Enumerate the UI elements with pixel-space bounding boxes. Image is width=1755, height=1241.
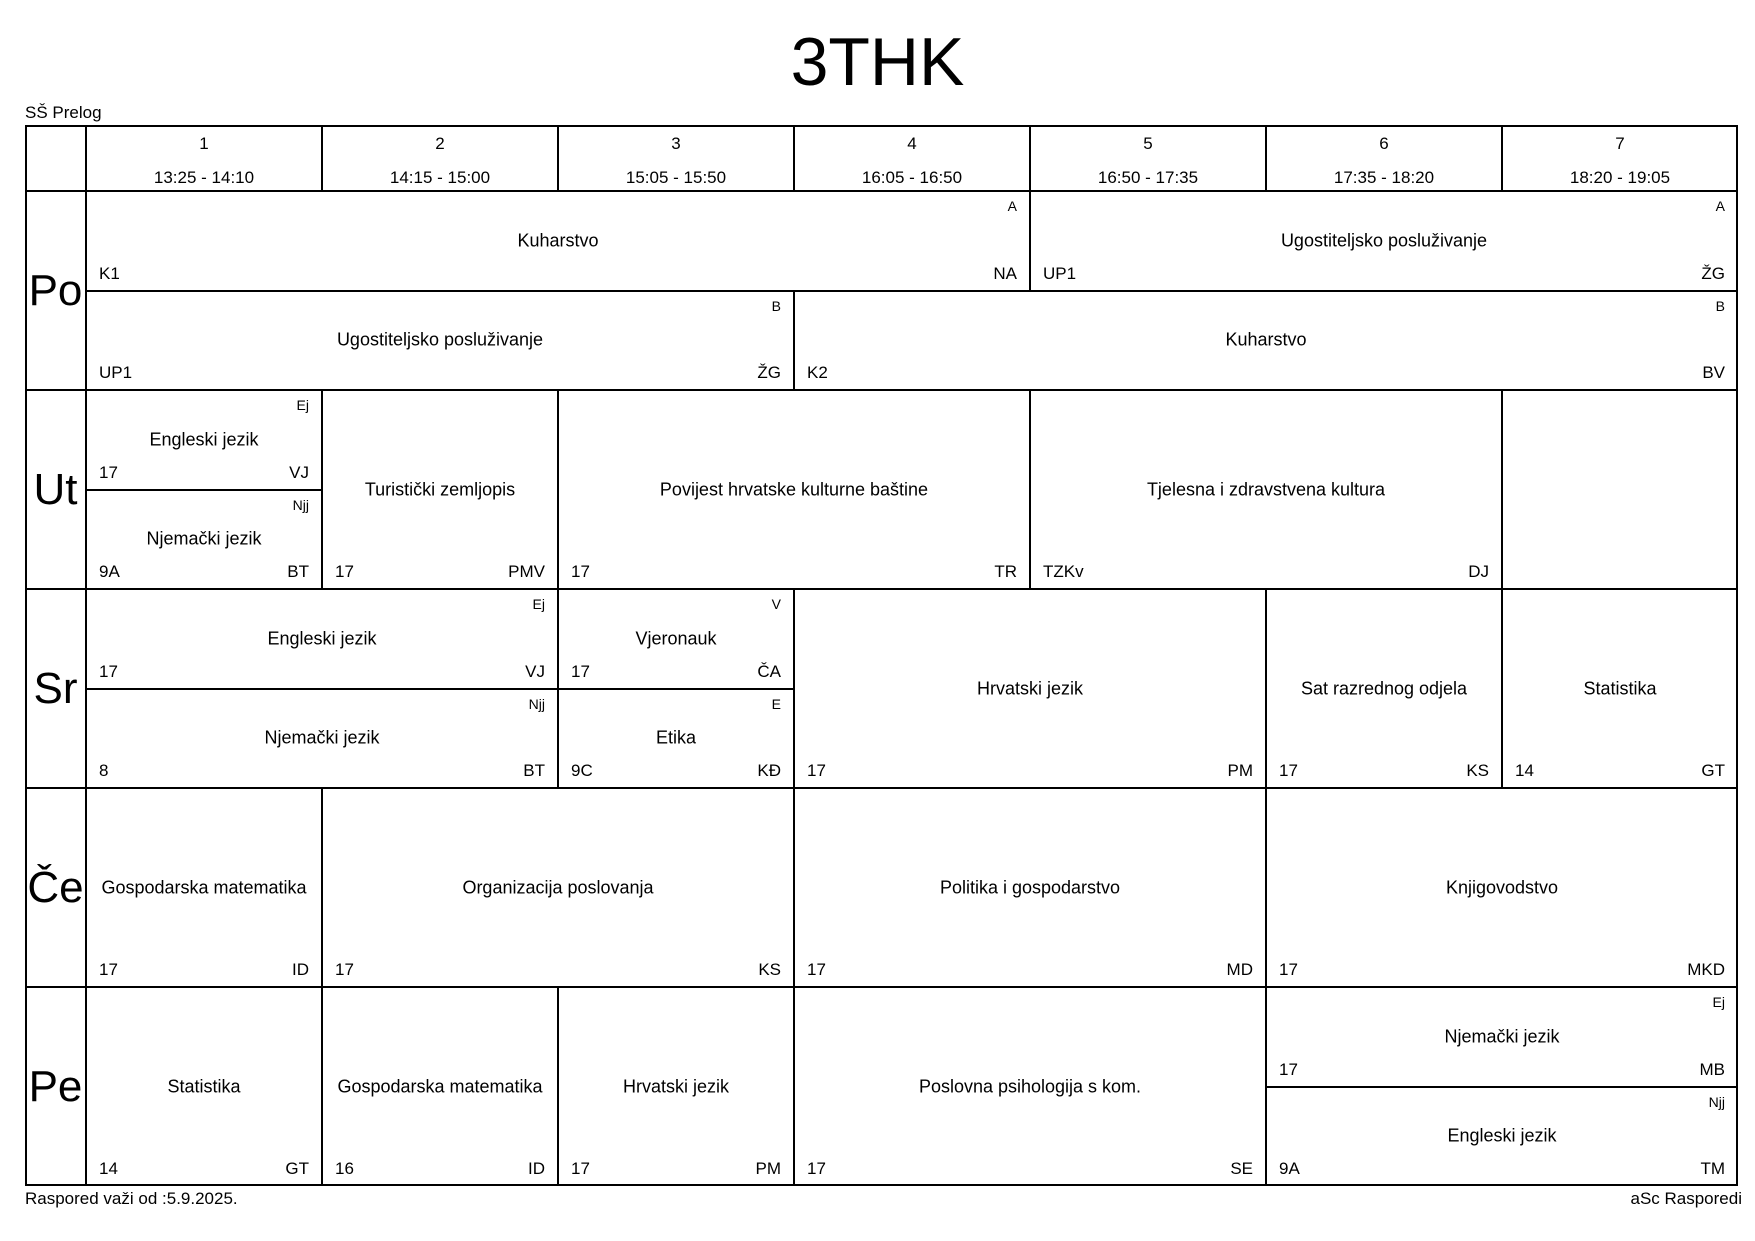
lesson-room: 14 [1515, 761, 1534, 780]
lesson-room: 17 [1279, 960, 1298, 979]
lesson-room: K2 [807, 363, 828, 382]
lesson-room: 17 [807, 1159, 826, 1178]
lesson-subject: Engleski jezik [149, 429, 259, 450]
day-label: Pe [28, 1061, 83, 1111]
lesson-group: Njj [1708, 1093, 1725, 1110]
lesson-cell [1266, 1087, 1738, 1187]
period-number: 3 [671, 134, 681, 153]
lesson-cell [86, 191, 1030, 291]
lesson-cell [794, 788, 1266, 987]
row-divider [25, 588, 1738, 590]
period-time: 14:15 - 15:00 [389, 168, 491, 187]
lesson-teacher: NA [993, 263, 1017, 283]
period-number: 7 [1615, 134, 1625, 153]
lesson-cell [322, 987, 558, 1186]
lesson-teacher: VJ [289, 462, 309, 482]
valid-from-note: Raspored važi od :5.9.2025. [25, 1189, 238, 1208]
lesson-subject: Njemački jezik [146, 528, 262, 549]
lesson-room: 17 [335, 562, 354, 581]
lesson-room: 17 [571, 562, 590, 581]
lesson-room: 9A [99, 562, 120, 581]
lesson-subject: Gospodarska matematika [101, 877, 307, 897]
lesson-cell [1502, 589, 1738, 788]
lesson-cell [86, 589, 558, 689]
empty-lesson-cell [1502, 390, 1738, 589]
lesson-teacher: TM [1700, 1159, 1725, 1178]
lesson-subject: Knjigovodstvo [1445, 877, 1559, 897]
lesson-subject: Povijest hrvatske kulturne baštine [659, 479, 929, 499]
lesson-room: 17 [571, 1159, 590, 1178]
lesson-subject: Hrvatski jezik [622, 1076, 729, 1096]
lesson-teacher: GT [1701, 761, 1725, 780]
lesson-subject: Organizacija poslovanja [462, 877, 654, 897]
lesson-room: 17 [1279, 761, 1298, 780]
lesson-cell [558, 987, 794, 1186]
lesson-cell [322, 390, 558, 589]
lesson-subject: Statistika [167, 1076, 241, 1096]
lesson-group: A [1007, 198, 1017, 214]
lesson-room: 17 [99, 661, 118, 681]
lesson-teacher: KS [758, 960, 781, 979]
period-number: 1 [199, 134, 209, 153]
lesson-cell [86, 987, 322, 1186]
lesson-teacher: VJ [525, 661, 545, 681]
lesson-subject: Hrvatski jezik [976, 678, 1083, 698]
lesson-teacher: DJ [1468, 562, 1489, 581]
lesson-subject: Njemački jezik [264, 727, 380, 748]
lesson-cell [558, 589, 794, 689]
lesson-cell [86, 390, 322, 490]
lesson-room: 17 [571, 661, 590, 681]
lesson-group: Ej [532, 596, 545, 612]
software-credit: aSc Rasporedi [1630, 1189, 1742, 1208]
lesson-cell [794, 589, 1266, 788]
period-header [1266, 125, 1502, 191]
lesson-teacher: PMV [508, 562, 545, 581]
lesson-teacher: BT [287, 562, 309, 581]
day-header [25, 390, 86, 589]
period-time: 15:05 - 15:50 [625, 168, 727, 187]
period-header [86, 125, 322, 191]
lesson-teacher: MB [1699, 1059, 1725, 1079]
lesson-group: A [1715, 198, 1725, 214]
lesson-subject: Ugostiteljsko posluživanje [1280, 230, 1488, 251]
lesson-cell [86, 291, 794, 391]
day-header [25, 987, 86, 1186]
lesson-subject: Poslovna psihologija s kom. [918, 1076, 1142, 1096]
lesson-subject: Sat razrednog odjela [1300, 678, 1468, 698]
lesson-subject: Vjeronauk [635, 628, 717, 649]
day-label: Po [28, 265, 83, 315]
lesson-teacher: MKD [1687, 960, 1725, 979]
corner-cell [25, 125, 86, 191]
lesson-teacher: GT [285, 1159, 309, 1178]
lesson-room: 17 [807, 761, 826, 780]
day-header [25, 589, 86, 788]
lesson-teacher: ČA [757, 661, 781, 681]
row-divider [25, 986, 1738, 988]
lesson-group: Ej [296, 397, 309, 413]
lesson-subject: Turistički zemljopis [364, 479, 516, 499]
lesson-subject: Politika i gospodarstvo [939, 877, 1121, 897]
lesson-subject: Njemački jezik [1444, 1026, 1560, 1047]
day-header [25, 191, 86, 390]
lesson-cell [794, 987, 1266, 1186]
lesson-group: Ej [1712, 994, 1725, 1010]
lesson-teacher: ŽG [1701, 263, 1725, 283]
lesson-group: B [1715, 297, 1725, 314]
lesson-cell [558, 390, 1030, 589]
lesson-subject: Ugostiteljsko posluživanje [336, 329, 544, 350]
lesson-subject: Etika [655, 727, 697, 748]
page-title: 3THK [790, 24, 965, 100]
lesson-room: K1 [99, 263, 120, 283]
lesson-cell [1030, 390, 1502, 589]
lesson-group: Njj [528, 695, 545, 712]
lesson-teacher: BV [1702, 363, 1725, 382]
lesson-room: 16 [335, 1159, 354, 1178]
lesson-subject: Kuharstvo [1225, 329, 1307, 350]
lesson-group: E [771, 695, 781, 712]
period-time: 16:05 - 16:50 [861, 168, 963, 187]
lesson-subject: Statistika [1583, 678, 1657, 698]
lesson-room: 17 [99, 960, 118, 979]
lesson-teacher: SE [1230, 1159, 1253, 1178]
row-divider [25, 787, 1738, 789]
day-header [25, 788, 86, 987]
period-number: 5 [1143, 134, 1153, 153]
lesson-subject: Gospodarska matematika [337, 1076, 543, 1096]
lesson-cell [86, 490, 322, 590]
period-header [558, 125, 794, 191]
lesson-teacher: ŽG [757, 363, 781, 382]
row-divider [25, 190, 1738, 192]
lesson-cell [322, 788, 794, 987]
row-divider [25, 389, 1738, 391]
lesson-room: 17 [1279, 1059, 1298, 1079]
lesson-room: 17 [807, 960, 826, 979]
period-time: 16:50 - 17:35 [1097, 168, 1199, 187]
lesson-group: V [771, 596, 781, 612]
lesson-teacher: KĐ [757, 761, 781, 780]
lesson-room: TZKv [1043, 562, 1084, 581]
lesson-teacher: TR [994, 562, 1017, 581]
period-number: 2 [435, 134, 445, 153]
lesson-teacher: KS [1466, 761, 1489, 780]
lesson-room: 17 [99, 462, 118, 482]
lesson-subject: Tjelesna i zdravstvena kultura [1146, 479, 1386, 499]
period-time: 13:25 - 14:10 [153, 168, 255, 187]
period-header [1502, 125, 1738, 191]
day-label: Ut [33, 464, 78, 514]
day-column-divider [85, 125, 87, 1186]
period-time: 17:35 - 18:20 [1333, 168, 1435, 187]
lesson-subject: Kuharstvo [517, 230, 599, 251]
lesson-room: 8 [99, 761, 109, 780]
lesson-cell [1030, 191, 1738, 291]
lesson-group: Njj [292, 496, 309, 513]
lesson-cell [794, 291, 1738, 391]
day-label: Če [27, 862, 84, 912]
school-name: SŠ Prelog [25, 103, 102, 122]
period-time: 18:20 - 19:05 [1569, 168, 1671, 187]
period-header [1030, 125, 1266, 191]
lesson-cell [1266, 987, 1738, 1087]
lesson-cell [558, 689, 794, 789]
lesson-room: 9C [571, 761, 593, 780]
lesson-cell [1266, 589, 1502, 788]
lesson-teacher: ID [292, 960, 309, 979]
lesson-cell [86, 689, 558, 789]
period-header [794, 125, 1030, 191]
period-header [322, 125, 558, 191]
lesson-teacher: BT [523, 761, 545, 780]
lesson-teacher: PM [1227, 761, 1253, 780]
lesson-teacher: PM [755, 1159, 781, 1178]
lesson-room: 17 [335, 960, 354, 979]
period-number: 6 [1379, 134, 1389, 153]
lesson-subject: Engleski jezik [1447, 1125, 1557, 1146]
lesson-subject: Engleski jezik [267, 628, 377, 649]
period-number: 4 [907, 134, 917, 153]
lesson-group: B [771, 297, 781, 314]
lesson-room: UP1 [1043, 263, 1077, 283]
lesson-teacher: MD [1226, 960, 1253, 979]
lesson-teacher: ID [528, 1159, 545, 1178]
lesson-room: 14 [99, 1159, 118, 1178]
day-label: Sr [33, 663, 78, 713]
lesson-room: UP1 [99, 363, 133, 382]
lesson-cell [1266, 788, 1738, 987]
lesson-cell [86, 788, 322, 987]
lesson-room: 9A [1279, 1159, 1300, 1178]
